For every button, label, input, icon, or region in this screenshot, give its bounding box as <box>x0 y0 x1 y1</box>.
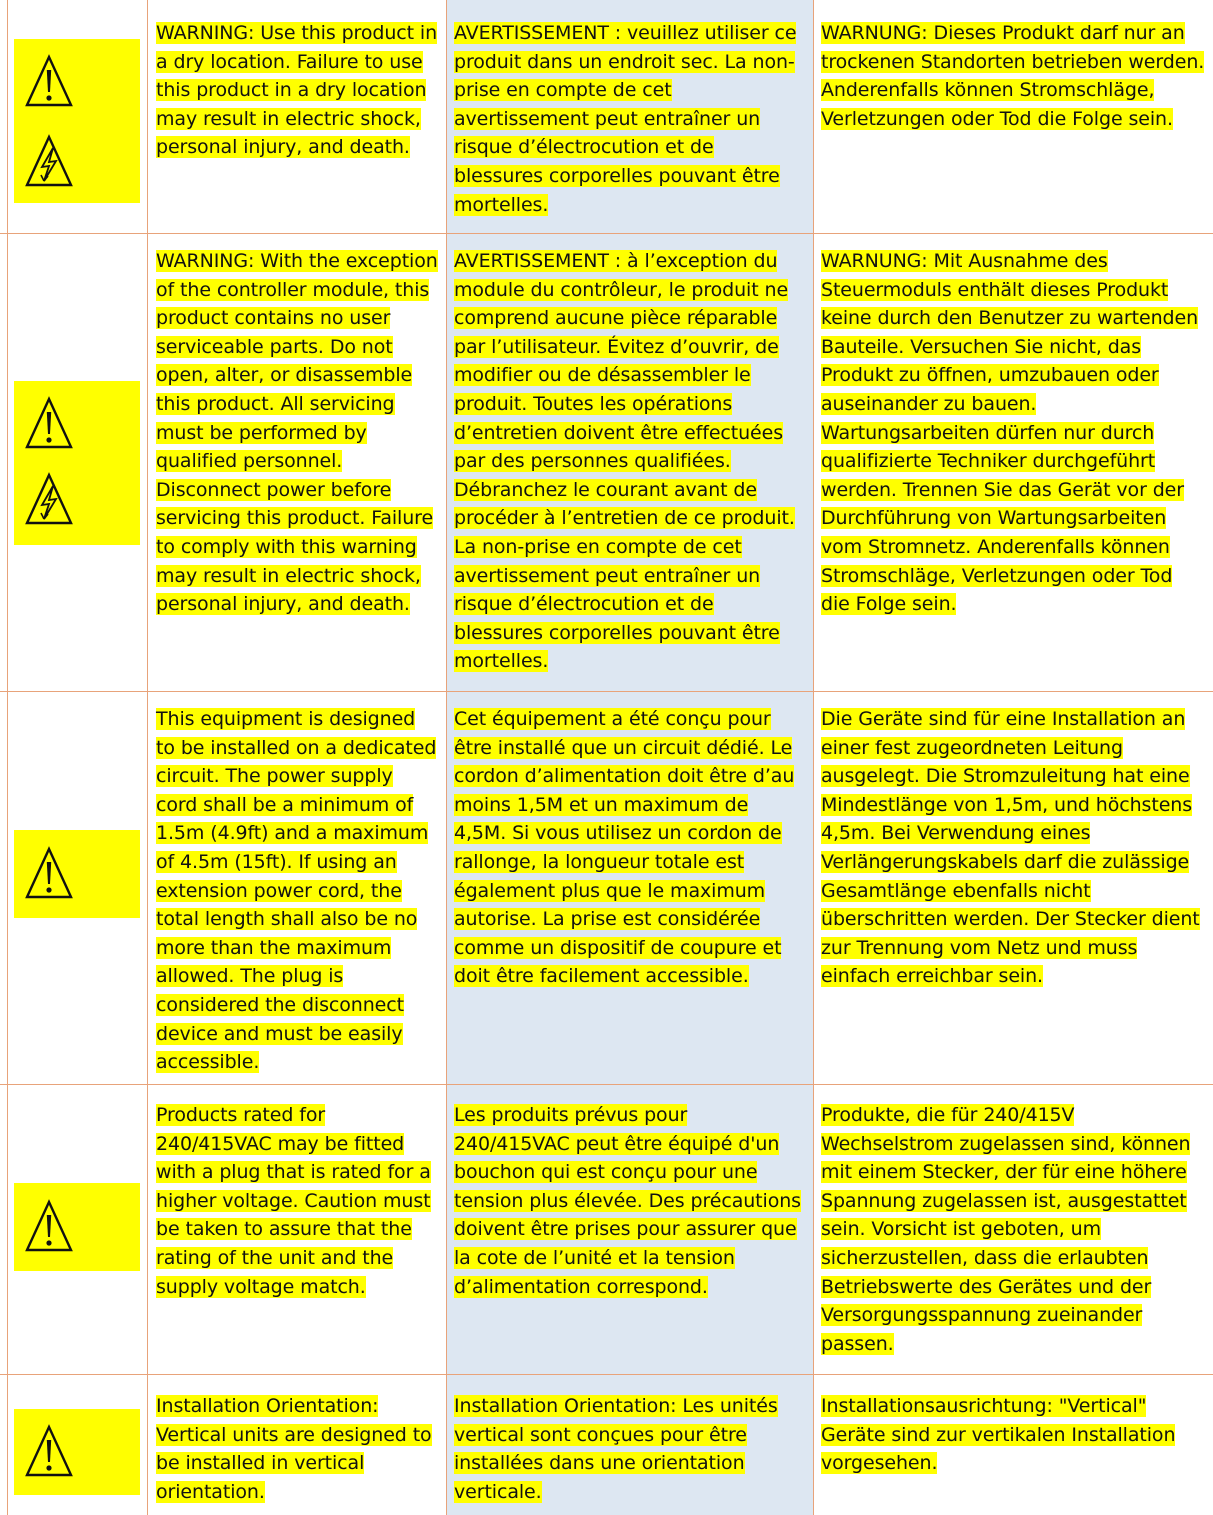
warning-triangle-icon <box>24 846 74 901</box>
german-cell <box>821 19 1205 133</box>
english-cell <box>156 705 438 1077</box>
german-cell <box>821 1392 1205 1478</box>
warning-triangle-icon <box>24 54 74 109</box>
column-divider <box>446 0 447 1515</box>
german-cell <box>821 1101 1205 1358</box>
german-text: Die Geräte sind für eine Installation an einer fest zugeordneten Leitung ausgelegt. Die Stromzuleitung hat eine Mindestlänge von 1,5m, und höchstens 4,5m. Bei Verwendung eines Verlängerungskabels darf die zulässige Gesamtlänge ebenfalls nicht überschritten werden. Der Stecker dient zur Trennung vom Netz und muss einfach erreichbar sein. <box>821 708 1200 988</box>
english-cell <box>156 1392 438 1506</box>
english-text: This equipment is designed to be installed on a dedicated circuit. The power supply cord shall be a minimum of 1.5m (4.9ft) and a maximum of 4.5m (15ft). If using an extension power cord, the total length shall also be no more than the maximum allowed. The plug is considered the disconnect device and must be easily accessible. <box>156 708 437 1074</box>
table-row <box>0 1375 1213 1515</box>
french-text: AVERTISSEMENT : veuillez utiliser ce produit dans un endroit sec. La non-prise en compte de cet avertissement peut entraîner un risque d’électrocution et de blessures corporelles pouvant être mortelles. <box>454 22 797 216</box>
table-row <box>0 234 1213 691</box>
english-cell <box>156 247 438 619</box>
icon-cell <box>14 830 140 918</box>
icon-cell <box>14 381 140 545</box>
row-divider <box>0 1084 1213 1085</box>
row-divider <box>0 1374 1213 1375</box>
warning-triangle-icon <box>24 396 74 451</box>
row-divider <box>0 233 1213 234</box>
column-divider <box>147 0 148 1515</box>
french-text: Les produits prévus pour 240/415VAC peut être équipé d'un bouchon qui est conçu pour une tension plus élevée. Des précautions doivent être prises pour assurer que la cote de l’unité et la tension d’alimentation correspond. <box>454 1104 801 1298</box>
french-text: Installation Orientation: Les unités vertical sont conçues pour être installées dans une orientation verticale. <box>454 1395 778 1503</box>
french-cell <box>454 1392 806 1506</box>
german-cell <box>821 247 1205 619</box>
electric-shock-triangle-icon <box>24 134 74 189</box>
french-text: Cet équipement a été conçu pour être installé que un circuit dédié. Le cordon d’alimentation doit être d’au moins 1,5M et un maximum de 4,5M. Si vous utilisez un cordon de rallonge, la longueur totale est également plus que le maximum autorise. La prise est considérée comme un dispositif de coupure et doit être facilement accessible. <box>454 708 795 988</box>
warning-triangle-icon <box>24 1424 74 1479</box>
table-row <box>0 0 1213 233</box>
german-text: WARNUNG: Dieses Produkt darf nur an trockenen Standorten betrieben werden. Anderenfalls können Stromschläge, Verletzungen oder Tod die Folge sein. <box>821 22 1205 130</box>
english-cell <box>156 19 438 162</box>
icon-cell <box>14 1183 140 1271</box>
table-row <box>0 692 1213 1084</box>
table-row <box>0 1085 1213 1374</box>
electric-shock-triangle-icon <box>24 472 74 527</box>
english-cell <box>156 1101 438 1301</box>
column-divider <box>7 0 8 1515</box>
german-text: Installationsausrichtung: "Vertical" Geräte sind zur vertikalen Installation vorgesehen. <box>821 1395 1176 1475</box>
warning-triangle-icon <box>24 1199 74 1254</box>
english-text: WARNING: With the exception of the controller module, this product contains no user serviceable parts. Do not open, alter, or disassemble this product. All servicing must be performed by qualified personnel. Disconnect power before servicing this product. Failure to comply with this warning may result in electric shock, personal injury, and death. <box>156 250 438 616</box>
german-cell <box>821 705 1205 991</box>
icon-cell <box>14 1409 140 1495</box>
english-text: Products rated for 240/415VAC may be fitted with a plug that is rated for a higher voltage. Caution must be taken to assure that the rating of the unit and the supply voltage match. <box>156 1104 431 1298</box>
english-text: Installation Orientation: Vertical units are designed to be installed in vertical orientation. <box>156 1395 432 1503</box>
french-text: AVERTISSEMENT : à l’exception du module du contrôleur, le produit ne comprend aucune pièce réparable par l’utilisateur. Évitez d’ouvrir, de modifier ou de désassembler le produit. Toutes les opérations d’entretien doivent être effectuées par des personnes qualifiées. Débranchez le courant avant de procéder à l’entretien de ce produit. La non-prise en compte de cet avertissement peut entraîner un risque d’électrocution et de blessures corporelles pouvant être mortelles. <box>454 250 795 673</box>
french-cell <box>454 705 806 991</box>
column-divider <box>813 0 814 1515</box>
german-text: Produkte, die für 240/415V Wechselstrom zugelassen sind, können mit einem Stecker, der für eine höhere Spannung zugelassen ist, ausgestattet sein. Vorsicht ist geboten, um sicherzustellen, dass die erlaubten Betriebswerte des Gerätes und der Versorgungsspannung zueinander passen. <box>821 1104 1191 1355</box>
german-text: WARNUNG: Mit Ausnahme des Steuermoduls enthält dieses Produkt keine durch den Benutzer zu wartenden Bauteile. Versuchen Sie nicht, das Produkt zu öffnen, umzubauen oder auseinander zu bauen. Wartungsarbeiten dürfen nur durch qualifizierte Techniker durchgeführt werden. Trennen Sie das Gerät vor der Durchführung von Wartungsarbeiten vom Stromnetz. Anderenfalls können Stromschläge, Verletzungen oder Tod die Folge sein. <box>821 250 1199 616</box>
french-cell <box>454 1101 806 1301</box>
french-cell <box>454 19 806 219</box>
french-cell <box>454 247 806 676</box>
row-divider <box>0 691 1213 692</box>
english-text: WARNING: Use this product in a dry location. Failure to use this product in a dry location may result in electric shock, personal injury, and death. <box>156 22 438 159</box>
icon-cell <box>14 39 140 203</box>
